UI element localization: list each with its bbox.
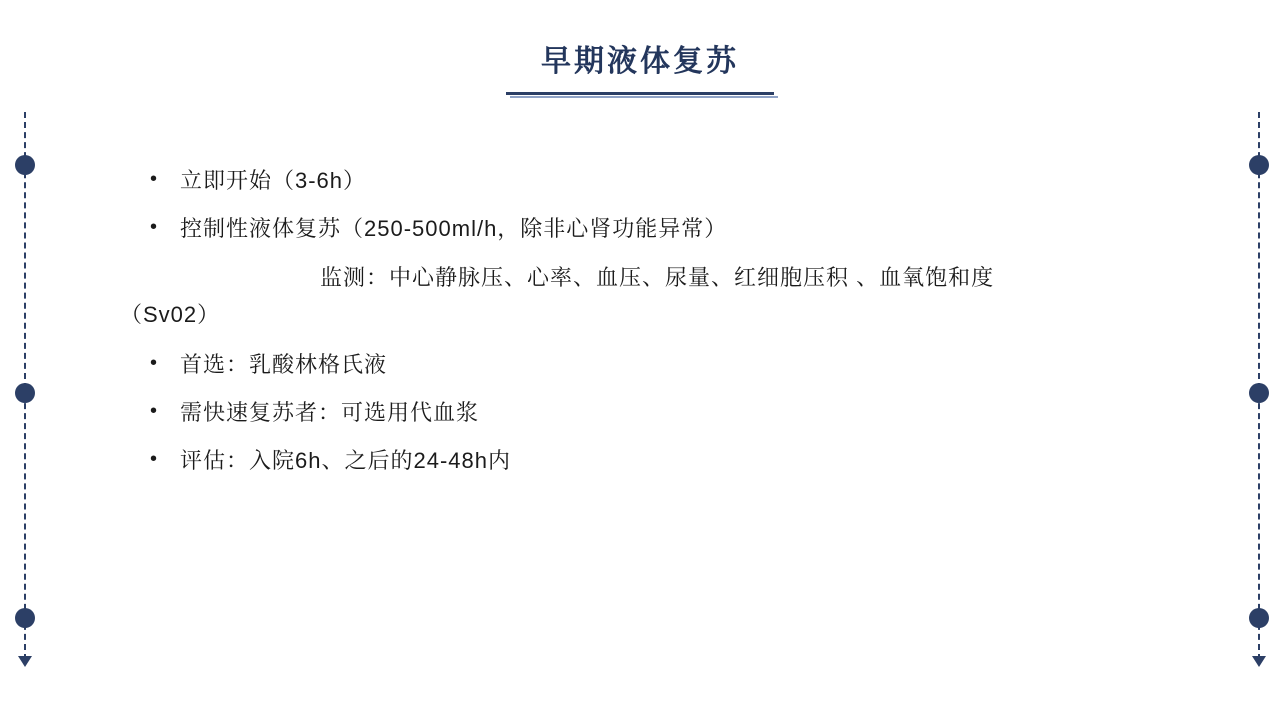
bullet-icon: • bbox=[150, 168, 159, 190]
list-item-label: 评估：入院6h、之后的24-48h内 bbox=[180, 447, 511, 473]
list-item-label: 需快速复苏者：可选用代血浆 bbox=[180, 399, 480, 425]
rail-arrow-down-icon bbox=[18, 656, 32, 667]
list-item-label: 首选：乳酸林格氏液 bbox=[180, 351, 388, 377]
rail-dot-icon bbox=[15, 155, 35, 175]
list-item bbox=[150, 349, 1150, 381]
sub-note-line-continued: （Sv02） bbox=[120, 301, 221, 327]
page-title: 早期液体复苏 bbox=[541, 45, 739, 78]
bullet-icon: • bbox=[150, 399, 159, 422]
bullet-icon: • bbox=[150, 351, 159, 374]
rail-dot-icon bbox=[15, 383, 35, 403]
bullet-icon: • bbox=[150, 447, 159, 470]
rail-arrow-down-icon bbox=[1252, 656, 1266, 667]
rail-dot-icon bbox=[1249, 608, 1269, 628]
slide-body bbox=[120, 165, 1150, 492]
title-underline bbox=[506, 92, 774, 95]
list-item bbox=[150, 445, 1150, 477]
rail-dot-icon bbox=[15, 608, 35, 628]
list-item bbox=[150, 165, 1150, 197]
rail-dot-icon bbox=[1249, 155, 1269, 175]
sub-note-line: 监测：中心静脉压、心率、血压、尿量、红细胞压积 、血氧饱和度 bbox=[320, 264, 995, 290]
title-underline-shadow bbox=[510, 96, 778, 98]
list-item bbox=[150, 397, 1150, 429]
list-item bbox=[150, 213, 1150, 245]
list-item-label: 控制性液体复苏（250-500ml/h，除非心肾功能异常） bbox=[180, 215, 728, 241]
page-title-container bbox=[0, 44, 1280, 80]
list-item-label: 立即开始（3-6h） bbox=[180, 168, 367, 193]
rail-dot-icon bbox=[1249, 383, 1269, 403]
bullet-icon: • bbox=[150, 215, 159, 238]
